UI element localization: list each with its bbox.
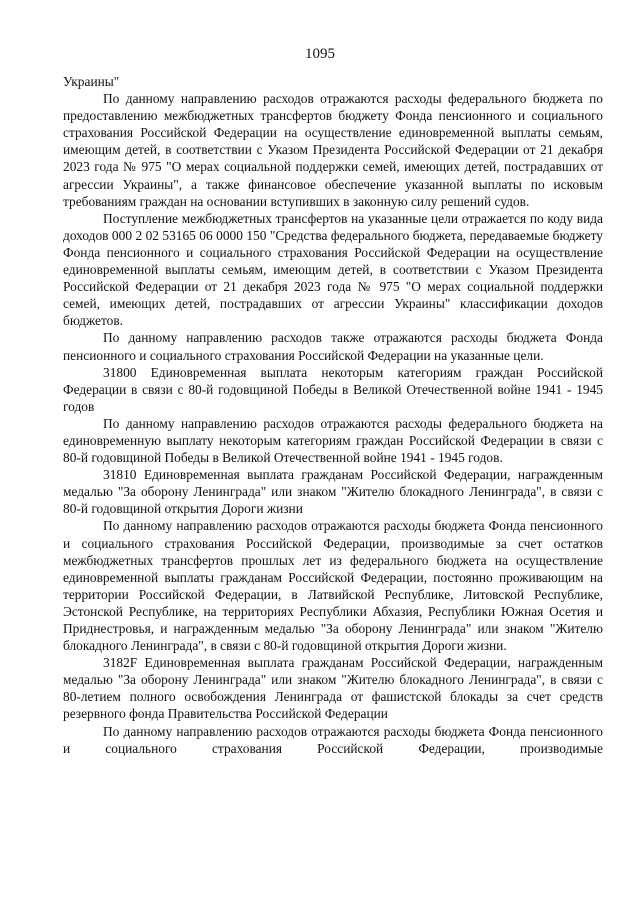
paragraph: По данному направлению расходов отражаются расходы федерального бюджета по предоставлению межбюджетных трансфертов бюджету Фонда пенсионного и социального страхования Российской Федерации на осуществление единовременной выплаты семьям, имеющим детей, в соответствии с Указом Президента Российской Федерации от 21 декабря 2023 года № 975 "О мерах социальной поддержки семей, имеющих детей, пострадавших от агрессии Украины", а также финансовое обеспечение указанной выплаты по исковым требованиям граждан на основании вступивших в законную силу решений судов. — [63, 91, 603, 209]
paragraph-continues: По данному направлению расходов отражаются расходы бюджета Фонда пенсионного и социального страхования Российской Федерации, производимые — [63, 723, 603, 756]
section-heading-31800: 31800 Единовременная выплата некоторым категориям граждан Российской Федерации в связи с 80-й годовщиной Победы в Великой Отечественной войне 1941 - 1945 годов — [63, 364, 603, 414]
paragraph: По данному направлению расходов также отражаются расходы бюджета Фонда пенсионного и социального страхования Российской Федерации на указанные цели. — [63, 330, 603, 363]
section-heading-31810: 31810 Единовременная выплата гражданам Российской Федерации, награжденным медалью "За оборону Ленинграда" или знаком "Жителю блокадного Ленинграда", в связи с 80-й годовщиной открытия Дороги жизни — [63, 467, 603, 517]
paragraph: По данному направлению расходов отражаются расходы федерального бюджета на единовременную выплату некоторым категориям граждан Российской Федерации в связи с 80-й годовщиной Победы в Великой Отечественной войне 1941 - 1945 годов. — [63, 415, 603, 466]
document-body — [63, 73, 603, 757]
paragraph: По данному направлению расходов отражаются расходы бюджета Фонда пенсионного и социального страхования Российской Федерации, производимые за счет остатков межбюджетных трансфертов прошлых лет из федерального бюджета на осуществление единовременной выплаты гражданам Российской Федерации, постоянно проживающим на территории Российской Федерации, в Латвийской Республике, Литовской Республике, Эстонской Республике, на территориях Республики Абхазия, Республики Южная Осетия и Приднестровья, и награжденным медалью "За оборону Ленинграда" или знаком "Жителю блокадного Ленинграда", в связи с 80-й годовщиной открытия Дороги жизни. — [63, 518, 603, 654]
paragraph: Поступление межбюджетных трансфертов на указанные цели отражается по коду вида доходов 000 2 02 53165 06 0000 150 "Средства федерального бюджета, передаваемые бюджету Фонда пенсионного и социального страхования Российской Федерации на осуществление единовременной выплаты семьям, имеющим детей, в соответствии с Указом Президента Российской Федерации от 21 декабря 2023 года № 975 "О мерах социальной поддержки семей, имеющих детей, пострадавших от агрессии Украины" классификации доходов бюджетов. — [63, 210, 603, 329]
section-heading-3182f: 3182F Единовременная выплата гражданам Российской Федерации, награжденным медалью "За оборону Ленинграда" или знаком "Жителю блокадного Ленинграда", в связи с 80-летием полного освобождения Ленинграда от фашистской блокады за счет средств резервного фонда Правительства Российской Федерации — [63, 655, 603, 722]
page-number: 1095 — [305, 46, 335, 62]
paragraph-continuation: Украины" — [63, 74, 120, 89]
